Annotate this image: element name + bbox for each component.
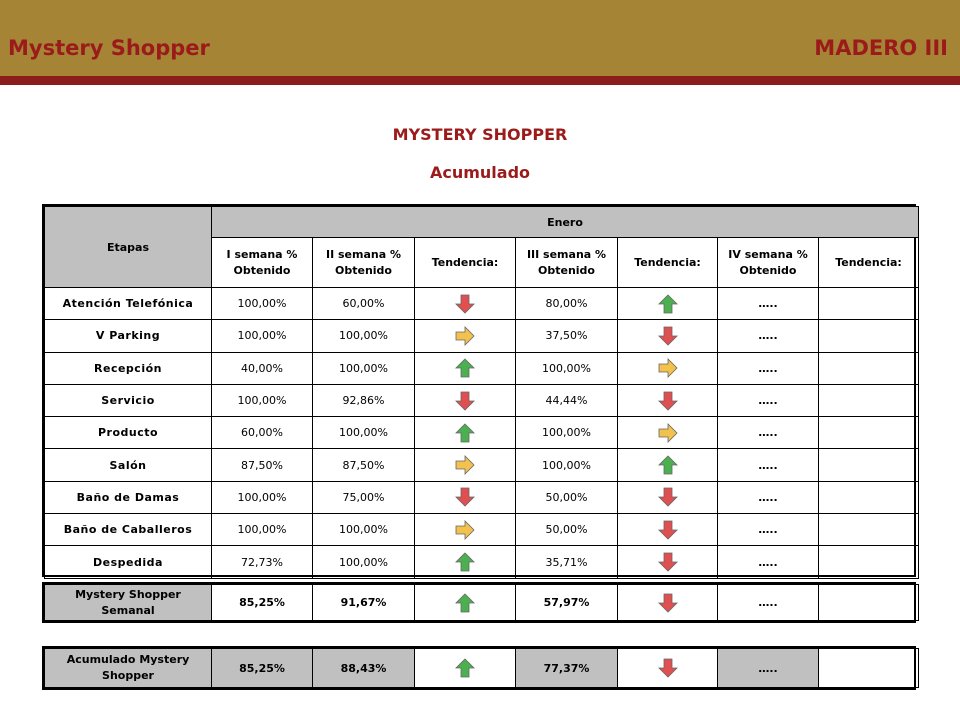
- week4-value: …..: [718, 546, 819, 578]
- etapas-header: Etapas: [45, 207, 212, 288]
- arrow-down-icon: [455, 294, 475, 314]
- stages-table: [42, 204, 916, 577]
- col-week4-header: IV semana % Obtenido: [718, 238, 819, 288]
- week2-value: 100,00%: [313, 546, 415, 578]
- week1-value: 72,73%: [212, 546, 313, 578]
- trend2-cell: [618, 320, 718, 352]
- col-trend2-header: Tendencia:: [618, 238, 718, 288]
- cumulative-trend3: [819, 649, 919, 688]
- table-row: [45, 417, 919, 449]
- arrow-down-icon: [658, 593, 678, 613]
- table-row: [45, 320, 919, 352]
- page-title: MYSTERY SHOPPER: [392, 125, 568, 144]
- trend1-cell: [415, 514, 516, 546]
- col-week2-header: II semana % Obtenido: [313, 238, 415, 288]
- weekly-trend1: [415, 585, 516, 621]
- stage-name: Atención Telefónica: [45, 288, 212, 320]
- cumulative-trend2: [618, 649, 718, 688]
- stage-name: Servicio: [45, 384, 212, 416]
- week2-value: 60,00%: [313, 288, 415, 320]
- week3-value: 80,00%: [516, 288, 618, 320]
- week3-value: 50,00%: [516, 514, 618, 546]
- trend2-cell: [618, 384, 718, 416]
- arrow-down-icon: [658, 326, 678, 346]
- week1-value: 100,00%: [212, 514, 313, 546]
- week4-value: …..: [718, 352, 819, 384]
- week3-value: 50,00%: [516, 481, 618, 513]
- week4-value: …..: [718, 417, 819, 449]
- trend1-cell: [415, 320, 516, 352]
- week1-value: 100,00%: [212, 320, 313, 352]
- table-row: [45, 384, 919, 416]
- week4-value: …..: [718, 514, 819, 546]
- col-trend3-header: Tendencia:: [819, 238, 919, 288]
- week1-value: 40,00%: [212, 352, 313, 384]
- cumulative-week4: …..: [718, 649, 819, 688]
- trend1-cell: [415, 546, 516, 578]
- header-divider: [0, 76, 960, 85]
- week4-value: …..: [718, 481, 819, 513]
- weekly-trend3: [819, 585, 919, 621]
- arrow-right-icon: [658, 358, 678, 378]
- cumulative-week2: 88,43%: [313, 649, 415, 688]
- week3-value: 100,00%: [516, 449, 618, 481]
- page-subtitle: Acumulado: [429, 163, 531, 182]
- col-week3-header: III semana % Obtenido: [516, 238, 618, 288]
- table-row: [45, 288, 919, 320]
- week3-value: 35,71%: [516, 546, 618, 578]
- week1-value: 100,00%: [212, 384, 313, 416]
- arrow-up-icon: [658, 294, 678, 314]
- stage-name: Baño de Caballeros: [45, 514, 212, 546]
- arrow-up-icon: [455, 593, 475, 613]
- week1-value: 87,50%: [212, 449, 313, 481]
- week1-value: 100,00%: [212, 481, 313, 513]
- arrow-down-icon: [658, 391, 678, 411]
- cumulative-summary-table: [42, 646, 916, 690]
- week3-value: 100,00%: [516, 352, 618, 384]
- trend3-cell: [819, 546, 919, 578]
- trend3-cell: [819, 288, 919, 320]
- trend3-cell: [819, 481, 919, 513]
- arrow-down-icon: [658, 520, 678, 540]
- trend2-cell: [618, 352, 718, 384]
- stage-name: V Parking: [45, 320, 212, 352]
- trend1-cell: [415, 481, 516, 513]
- stage-name: Salón: [45, 449, 212, 481]
- col-week1-header: I semana % Obtenido: [212, 238, 313, 288]
- week3-value: 37,50%: [516, 320, 618, 352]
- week4-value: …..: [718, 384, 819, 416]
- trend3-cell: [819, 384, 919, 416]
- week3-value: 100,00%: [516, 417, 618, 449]
- table-row: [45, 546, 919, 578]
- week4-value: …..: [718, 449, 819, 481]
- arrow-up-icon: [455, 358, 475, 378]
- week2-value: 75,00%: [313, 481, 415, 513]
- trend1-cell: [415, 352, 516, 384]
- trend2-cell: [618, 546, 718, 578]
- col-trend1-header: Tendencia:: [415, 238, 516, 288]
- trend2-cell: [618, 514, 718, 546]
- arrow-right-icon: [455, 326, 475, 346]
- arrow-up-icon: [455, 552, 475, 572]
- trend2-cell: [618, 417, 718, 449]
- trend1-cell: [415, 417, 516, 449]
- stage-name: Despedida: [45, 546, 212, 578]
- stage-name: Baño de Damas: [45, 481, 212, 513]
- stage-name: Recepción: [45, 352, 212, 384]
- trend1-cell: [415, 449, 516, 481]
- weekly-week3: 57,97%: [516, 585, 618, 621]
- cumulative-label: Acumulado Mystery Shopper: [45, 649, 212, 688]
- arrow-up-icon: [455, 658, 475, 678]
- arrow-right-icon: [658, 423, 678, 443]
- week4-value: …..: [718, 320, 819, 352]
- cumulative-trend1: [415, 649, 516, 688]
- week2-value: 100,00%: [313, 514, 415, 546]
- cumulative-week3: 77,37%: [516, 649, 618, 688]
- weekly-trend2: [618, 585, 718, 621]
- week1-value: 60,00%: [212, 417, 313, 449]
- arrow-down-icon: [455, 391, 475, 411]
- weekly-week4: …..: [718, 585, 819, 621]
- trend3-cell: [819, 417, 919, 449]
- week1-value: 100,00%: [212, 288, 313, 320]
- week2-value: 87,50%: [313, 449, 415, 481]
- arrow-up-icon: [658, 455, 678, 475]
- weekly-week1: 85,25%: [212, 585, 313, 621]
- trend3-cell: [819, 320, 919, 352]
- month-header: Enero: [212, 207, 919, 238]
- trend2-cell: [618, 481, 718, 513]
- trend1-cell: [415, 288, 516, 320]
- week2-value: 100,00%: [313, 352, 415, 384]
- arrow-right-icon: [455, 455, 475, 475]
- week2-value: 100,00%: [313, 417, 415, 449]
- trend3-cell: [819, 352, 919, 384]
- week2-value: 100,00%: [313, 320, 415, 352]
- cumulative-week1: 85,25%: [212, 649, 313, 688]
- week3-value: 44,44%: [516, 384, 618, 416]
- table-row: [45, 352, 919, 384]
- trend2-cell: [618, 288, 718, 320]
- week4-value: …..: [718, 288, 819, 320]
- weekly-label: Mystery Shopper Semanal: [45, 585, 212, 621]
- trend3-cell: [819, 449, 919, 481]
- table-row: [45, 449, 919, 481]
- trend3-cell: [819, 514, 919, 546]
- weekly-week2: 91,67%: [313, 585, 415, 621]
- arrow-down-icon: [455, 487, 475, 507]
- stage-name: Producto: [45, 417, 212, 449]
- week2-value: 92,86%: [313, 384, 415, 416]
- arrow-down-icon: [658, 552, 678, 572]
- table-row: [45, 514, 919, 546]
- arrow-up-icon: [455, 423, 475, 443]
- table-row: [45, 481, 919, 513]
- weekly-summary-table: [42, 582, 916, 623]
- trend1-cell: [415, 384, 516, 416]
- header-title: Mystery Shopper: [8, 36, 210, 60]
- arrow-down-icon: [658, 658, 678, 678]
- header-location: MADERO III: [814, 36, 948, 60]
- arrow-down-icon: [658, 487, 678, 507]
- arrow-right-icon: [455, 520, 475, 540]
- trend2-cell: [618, 449, 718, 481]
